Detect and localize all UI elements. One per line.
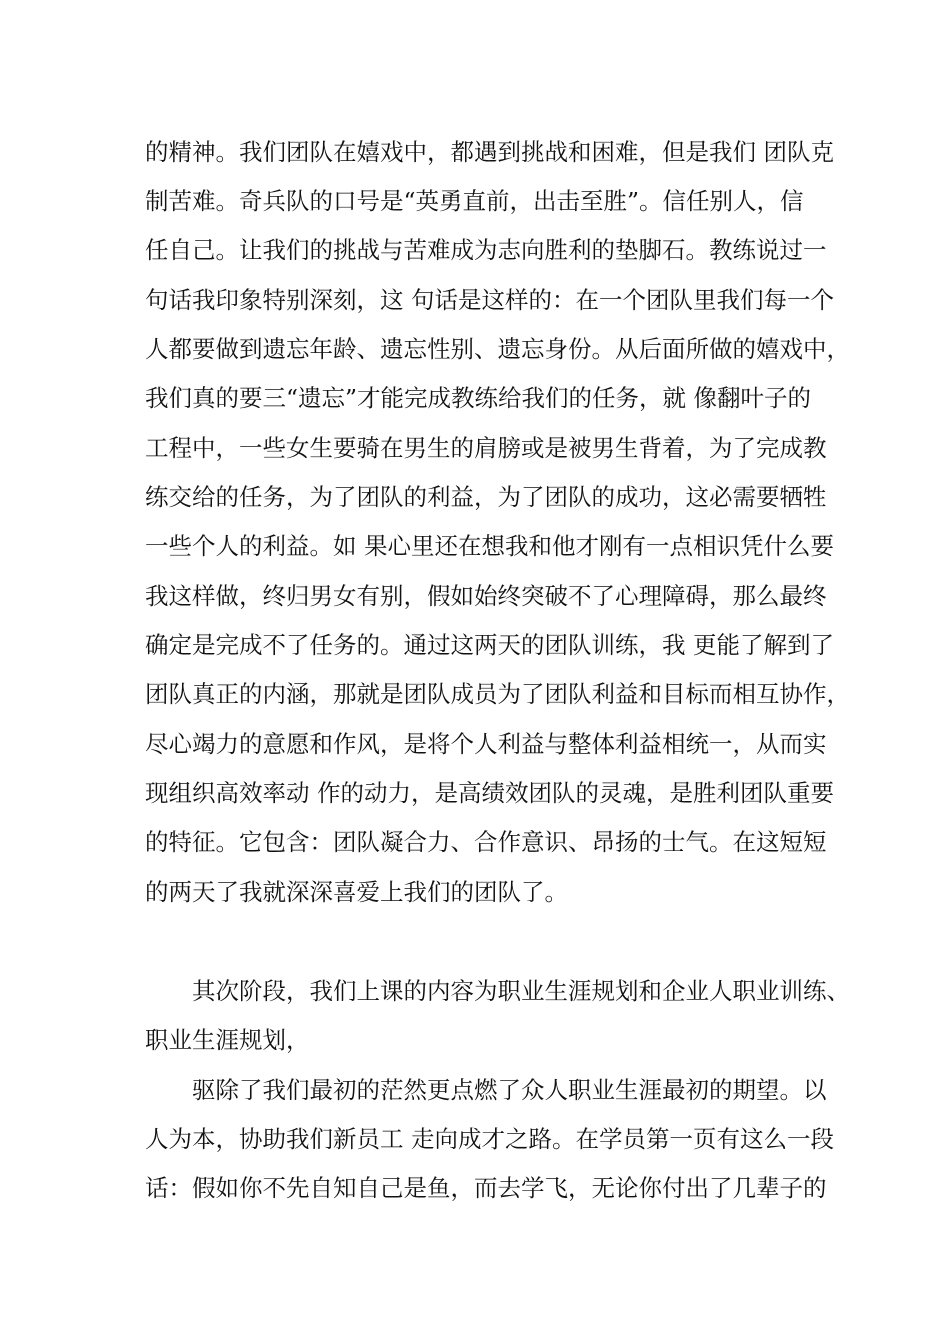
text-line: 其次阶段，我们上课的内容为职业生涯规划和企业人职业训练、 [192,977,850,1005]
text-line: 尽心竭力的意愿和作风，是将个人利益与整体利益相统一，从而实 [145,730,827,758]
text-line: 我这样做，终归男女有别，假如始终突破不了心理障碍，那么最终 [145,582,827,610]
text-line: 确定是完成不了任务的。通过这两天的团队训练，我 更能了解到了 [145,631,834,659]
text-line: 职业生涯规划， [145,1026,310,1054]
text-line: 的两天了我就深深喜爱上我们的团队了。 [145,878,568,906]
text-line: 人都要做到遗忘年龄、遗忘性别、遗忘身份。从后面所做的嬉戏中， [145,335,850,363]
text-line: 工程中，一些女生要骑在男生的肩膀或是被男生背着，为了完成教 [145,434,827,462]
text-line: 人为本，协助我们新员工 走向成才之路。在学员第一页有这么一段 [145,1125,834,1153]
text-line: 一些个人的利益。如 果心里还在想我和他才刚有一点相识凭什么要 [145,532,834,560]
text-line: 话：假如你不先自知自己是鱼，而去学飞，无论你付出了几辈子的 [145,1174,827,1202]
text-line: 的特征。它包含：团队凝合力、合作意识、昂扬的士气。在这短短 [145,828,827,856]
text-line: 制苦难。奇兵队的口号是“英勇直前，出击至胜”。信任别人，信 [145,187,804,215]
text-line: 句话我印象特别深刻，这 句话是这样的：在一个团队里我们每一个 [145,286,834,314]
text-line: 的精神。我们团队在嬉戏中，都遇到挑战和困难，但是我们 团队克 [145,138,834,166]
text-line: 我们真的要三“遗忘”才能完成教练给我们的任务，就 像翻叶子的 [145,384,811,412]
text-line: 练交给的任务，为了团队的利益，为了团队的成功，这必需要牺牲 [145,483,827,511]
text-line: 现组织高效率动 作的动力，是高绩效团队的灵魂，是胜利团队重要 [145,779,834,807]
text-line: 任自己。让我们的挑战与苦难成为志向胜利的垫脚石。教练说过一 [145,236,827,264]
text-line: 团队真正的内涵，那就是团队成员为了团队利益和目标而相互协作， [145,680,850,708]
text-line: 驱除了我们最初的茫然更点燃了众人职业生涯最初的期望。以 [192,1076,827,1104]
